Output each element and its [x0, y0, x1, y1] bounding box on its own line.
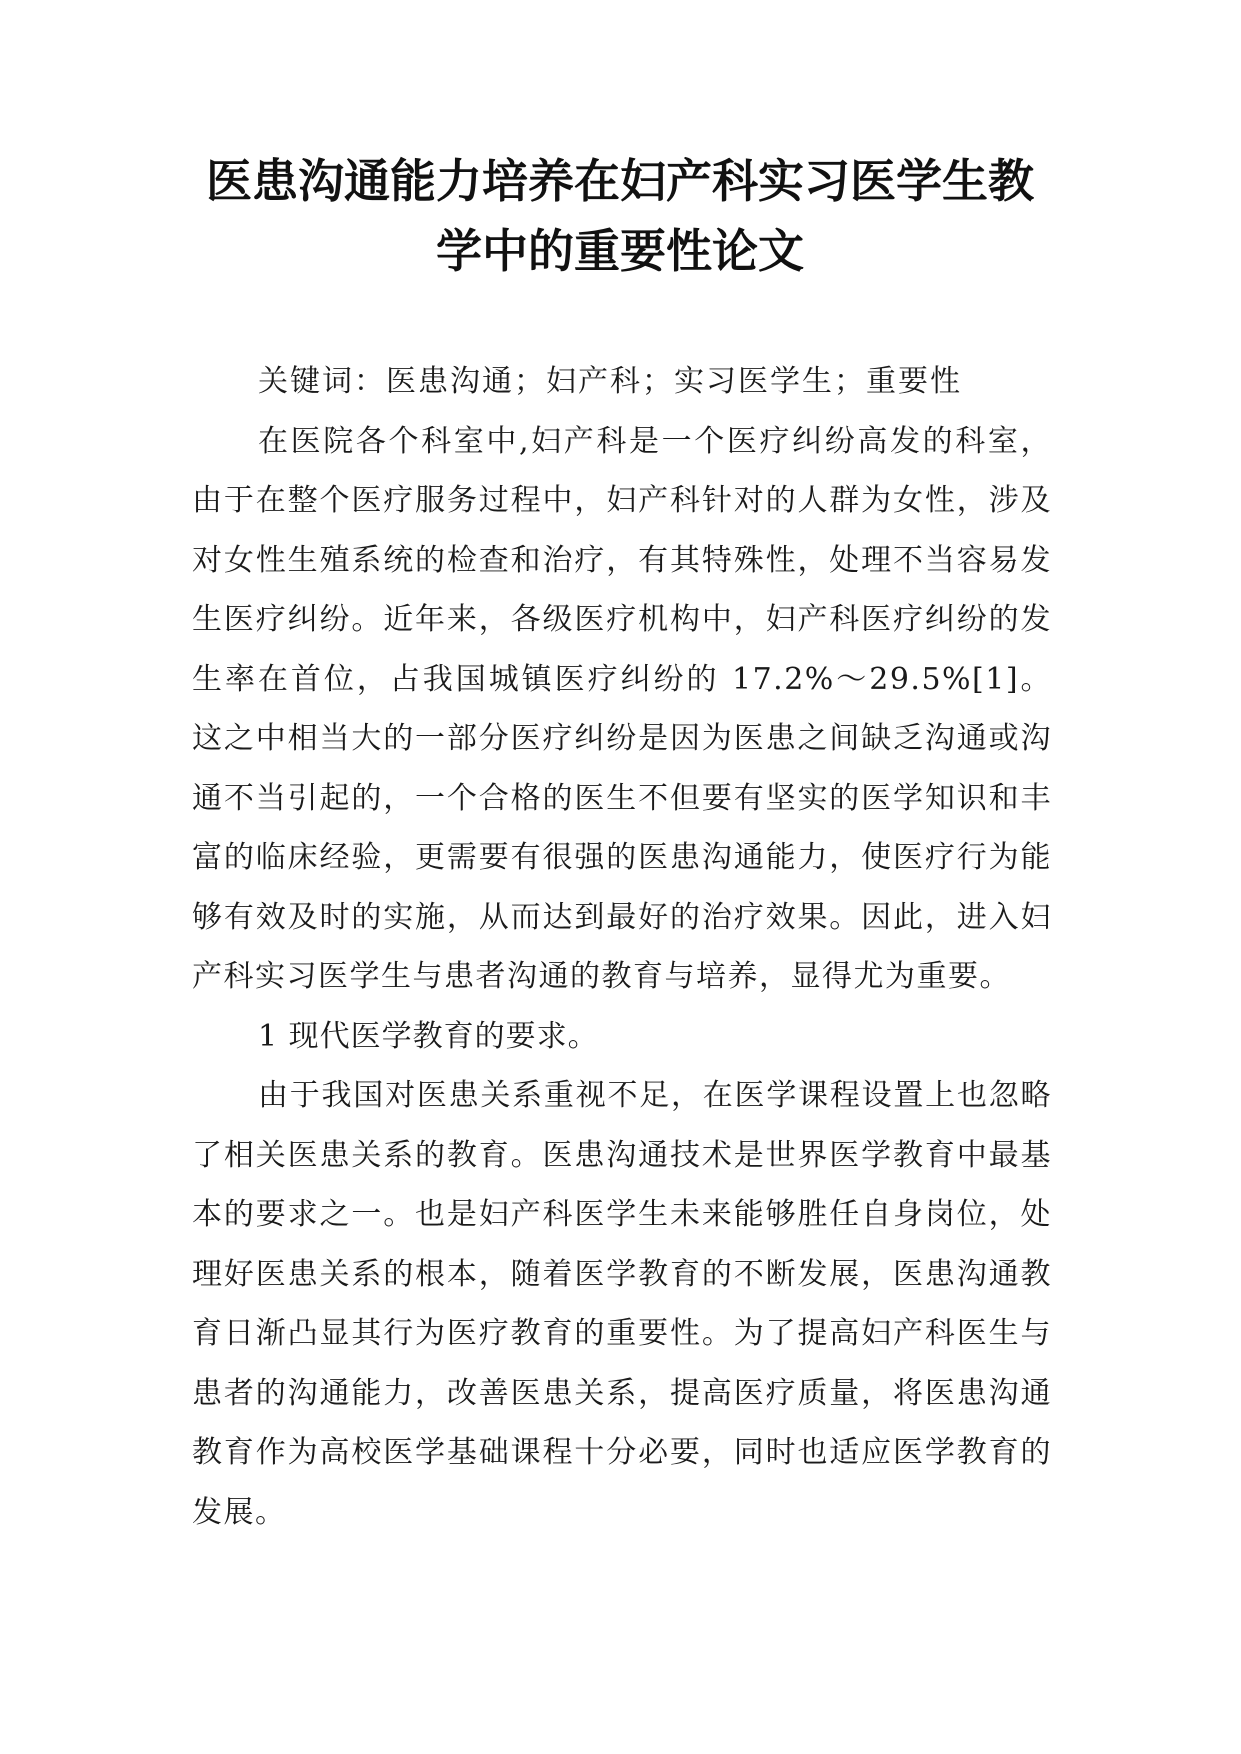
- section-heading-1: 1 现代医学教育的要求。: [258, 1018, 599, 1054]
- title-line-2: 学中的重要性论文: [436, 224, 804, 278]
- document-title: [170, 146, 1070, 286]
- paragraph-section-1: 由于我国对医患关系重视不足，在医学课程设置上也忽略了相关医患关系的教育。医患沟通技术是世界医学教育中最基本的要求之一。也是妇产科医学生未来能够胜任自身岗位，处理好医患关系的根本，随着医学教育的不断发展，医患沟通教育日渐凸显其行为医疗教育的重要性。为了提高妇产科医生与患者的沟通能力，改善医患关系，提高医疗质量，将医患沟通教育作为高校医学基础课程十分必要，同时也适应医学教育的发展。: [192, 1078, 1052, 1530]
- title-line-1: 医患沟通能力培养在妇产科实习医学生教: [206, 154, 1034, 208]
- document-body: [192, 352, 1052, 1542]
- keywords-line: 关键词：医患沟通；妇产科；实习医学生；重要性: [258, 364, 962, 399]
- paragraph-intro: 在医院各个科室中,妇产科是一个医疗纠纷高发的科室，由于在整个医疗服务过程中，妇产科针对的人群为女性，涉及对女性生殖系统的检查和治疗，有其特殊性，处理不当容易发生医疗纠纷。近年来，各级医疗机构中，妇产科医疗纠纷的发生率在首位，占我国城镇医疗纠纷的 17.2%～29.5%[1]。这之中相当大的一部分医疗纠纷是因为医患之间缺乏沟通或沟通不当引起的，一个合格的医生不但要有坚实的医学知识和丰富的临床经验，更需要有很强的医患沟通能力，使医疗行为能够有效及时的实施，从而达到最好的治疗效果。因此，进入妇产科实习医学生与患者沟通的教育与培养，显得尤为重要。: [192, 423, 1052, 994]
